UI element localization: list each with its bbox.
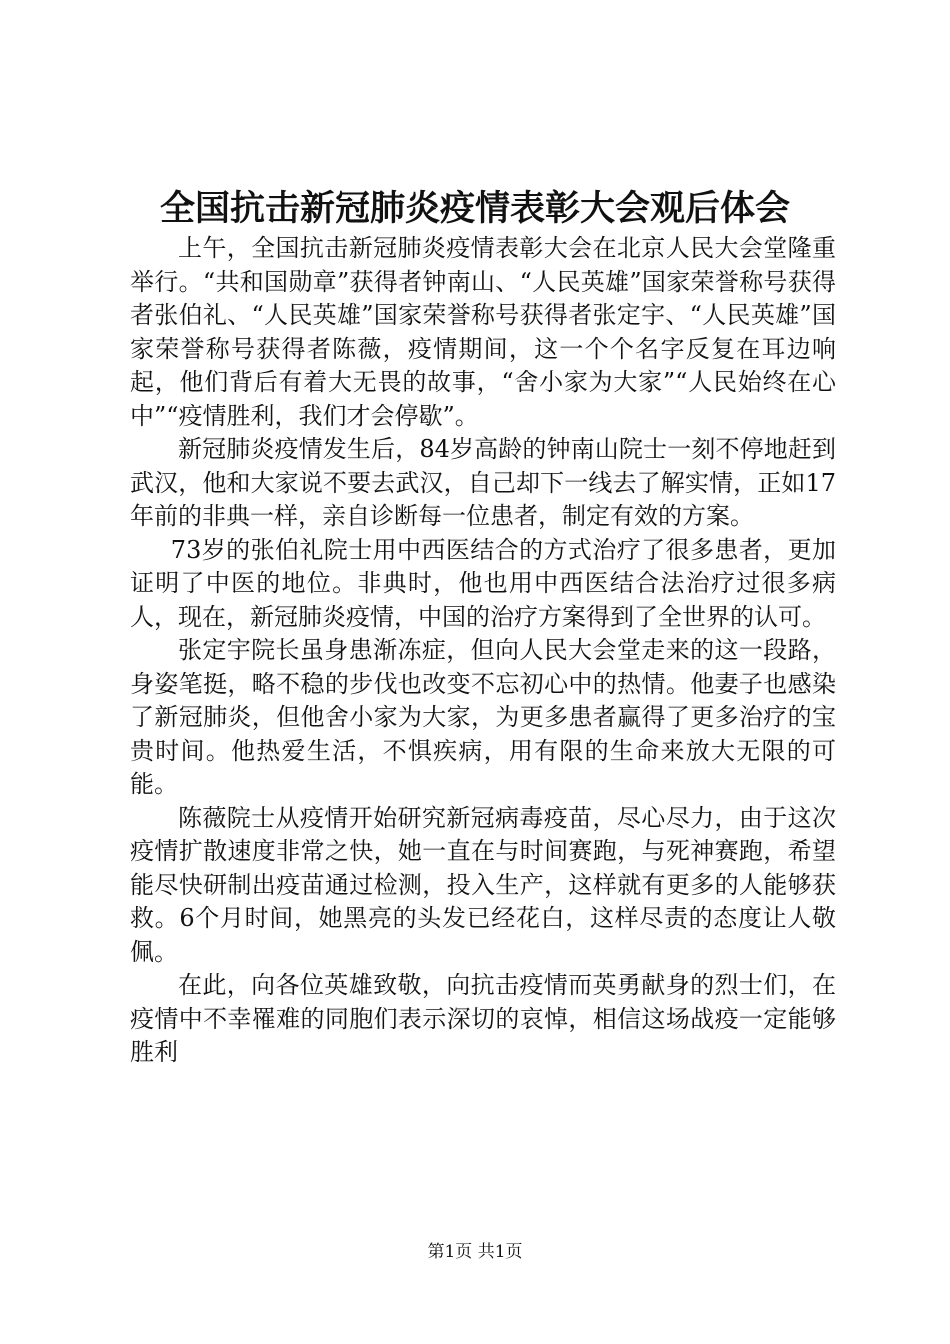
document-title: 全国抗击新冠肺炎疫情表彰大会观后体会 xyxy=(159,188,790,229)
paragraph-1: 上午，全国抗击新冠肺炎疫情表彰大会在北京人民大会堂隆重举行。“共和国勋章”获得者钟南山、“人民英雄”国家荣誉称号获得者张伯礼、“人民英雄”国家荣誉称号获得者张定宇、“人民英雄”国家荣誉称号获得者陈薇，疫情期间，这一个个名字反复在耳边响起，他们背后有着大无畏的故事，“舍小家为大家”“人民始终在心中”“疫情胜利，我们才会停歇”。 xyxy=(130,234,836,430)
paragraph-5: 陈薇院士从疫情开始研究新冠病毒疫苗，尽心尽力，由于这次疫情扩散速度非常之快，她一直在与时间赛跑，与死神赛跑，希望能尽快研制出疫苗通过检测，投入生产，这样就有更多的人能够获救。6个月时间，她黑亮的头发已经花白，这样尽责的态度让人敬佩。 xyxy=(130,803,836,966)
paragraph-4: 张定宇院长虽身患渐冻症，但向人民大会堂走来的这一段路，身姿笔挺，略不稳的步伐也改变不忘初心中的热情。他妻子也感染了新冠肺炎，但他舍小家为大家，为更多患者赢得了更多治疗的宝贵时间。他热爱生活，不惧疾病，用有限的生命来放大无限的可能。 xyxy=(130,636,836,798)
page-number-footer: 第1页 共1页 xyxy=(427,1242,523,1262)
paragraph-6: 在此，向各位英雄致敬，向抗击疫情而英勇献身的烈士们，在疫情中不幸罹难的同胞们表示深切的哀悼，相信这场战疫一定能够胜利 xyxy=(130,971,836,1066)
paragraph-3: 73岁的张伯礼院士用中西医结合的方式治疗了很多患者，更加证明了中医的地位。非典时，他也用中西医结合法治疗过很多病人，现在，新冠肺炎疫情，中国的治疗方案得到了全世界的认可。 xyxy=(130,535,836,631)
document-body xyxy=(130,232,836,1070)
paragraph-2: 新冠肺炎疫情发生后，84岁高龄的钟南山院士一刻不停地赶到武汉，他和大家说不要去武汉，自己却下一线去了解实情，正如17年前的非典一样，亲自诊断每一位患者，制定有效的方案。 xyxy=(130,435,836,530)
